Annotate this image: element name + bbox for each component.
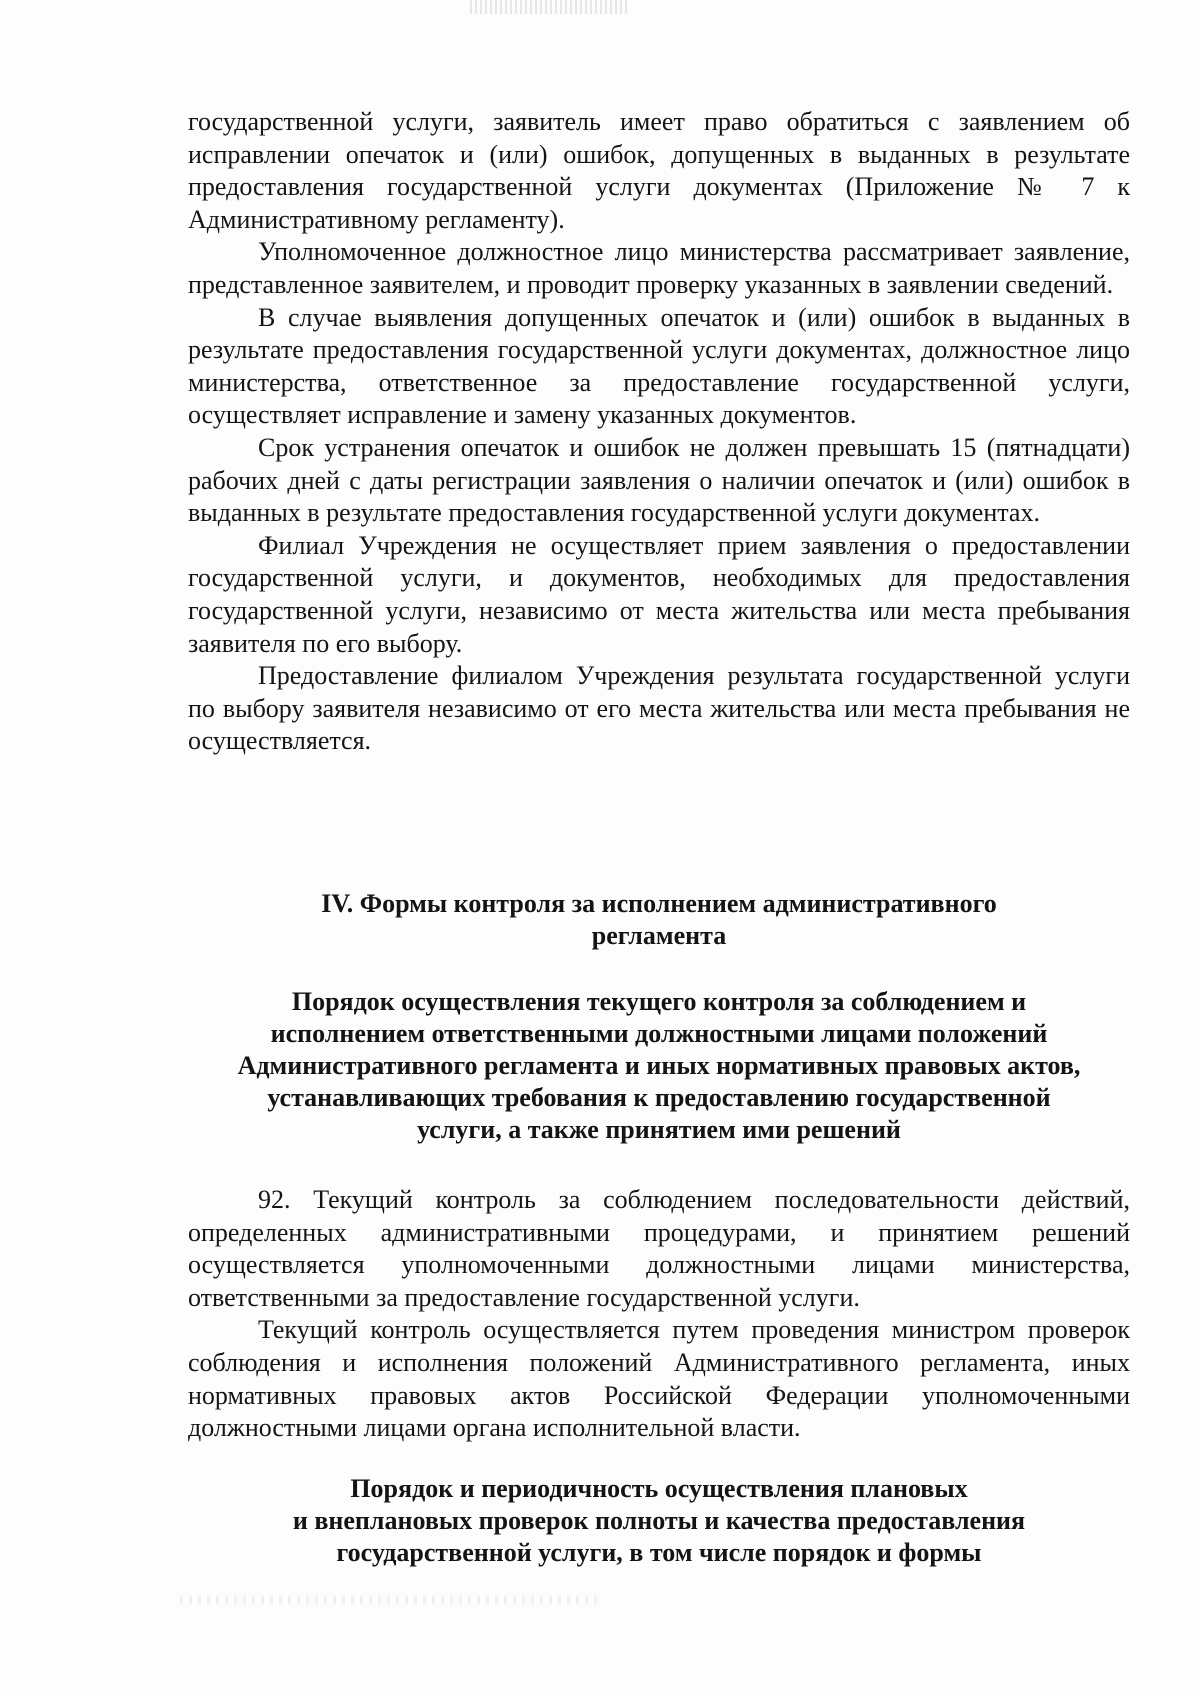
body-text-top bbox=[188, 106, 1130, 758]
paragraph: Срок устранения опечаток и ошибок не должен превышать 15 (пятнадцати) рабочих дней с даты регистрации заявления о наличии опечаток и (или) ошибок в выданных в результате предоставления государственной услуги документах. bbox=[188, 432, 1130, 528]
heading-line: регламента bbox=[591, 921, 727, 950]
paragraph: 92. Текущий контроль за соблюдением последовательности действий, определенных административными процедурами, и принятием решений осуществляется уполномоченными должностными лицами министерства, ответственными за предоставление государственной услуги. bbox=[188, 1185, 1130, 1312]
paragraph: Предоставление филиалом Учреждения результата государственной услуги по выбору заявителя независимо от его места жительства или места пребывания не осуществляется. bbox=[188, 661, 1130, 756]
paragraph: Уполномоченное должностное лицо министерства рассматривает заявление, представленное заявителем, и проводит проверку указанных в заявлении сведений. bbox=[188, 237, 1130, 299]
paragraph: государственной услуги, заявитель имеет право обратиться с заявлением об исправлении опечаток и (или) ошибок, допущенных в выданных в результате предоставления государственной услуги документах (Приложение № 7 к Административному регламенту). bbox=[188, 107, 1130, 234]
scan-artifact bbox=[470, 0, 630, 14]
heading-line: Порядок и периодичность осуществления плановых bbox=[350, 1474, 968, 1503]
paragraph: Филиал Учреждения не осуществляет прием заявления о предоставлении государственной услуги, и документов, необходимых для предоставления государственной услуги, независимо от места жительства или места пребывания заявителя по его выбору. bbox=[188, 530, 1130, 658]
heading-line: Административного регламента и иных нормативных правовых актов, bbox=[237, 1051, 1081, 1080]
scan-artifact bbox=[180, 1596, 600, 1604]
body-text-bottom bbox=[188, 1184, 1130, 1445]
heading-line: исполнением ответственными должностными лицами положений bbox=[270, 1019, 1048, 1048]
heading-line: Порядок осуществления текущего контроля за соблюдением и bbox=[291, 987, 1027, 1016]
subheading-inspections bbox=[188, 1473, 1130, 1569]
heading-line: и внеплановых проверок полноты и качества предоставления bbox=[292, 1506, 1026, 1535]
heading-line: IV. Формы контроля за исполнением административного bbox=[321, 889, 997, 918]
section-heading bbox=[188, 888, 1130, 952]
paragraph: Текущий контроль осуществляется путем проведения министром проверок соблюдения и исполнения положений Административного регламента, иных нормативных правовых актов Российской Федерации уполномоченными должностными лицами органа исполнительной власти. bbox=[188, 1315, 1130, 1443]
heading-line: устанавливающих требования к предоставлению государственной bbox=[267, 1083, 1051, 1112]
paragraph: В случае выявления допущенных опечаток и (или) ошибок в выданных в результате предоставления государственной услуги документах, должностное лицо министерства, ответственное за предоставление государственной услуги, осуществляет исправление и замену указанных документов. bbox=[188, 302, 1130, 430]
heading-line: услуги, а также принятием ими решений bbox=[417, 1115, 901, 1144]
heading-line: государственной услуги, в том числе порядок и формы bbox=[336, 1538, 982, 1567]
subheading-current-control bbox=[188, 986, 1130, 1146]
